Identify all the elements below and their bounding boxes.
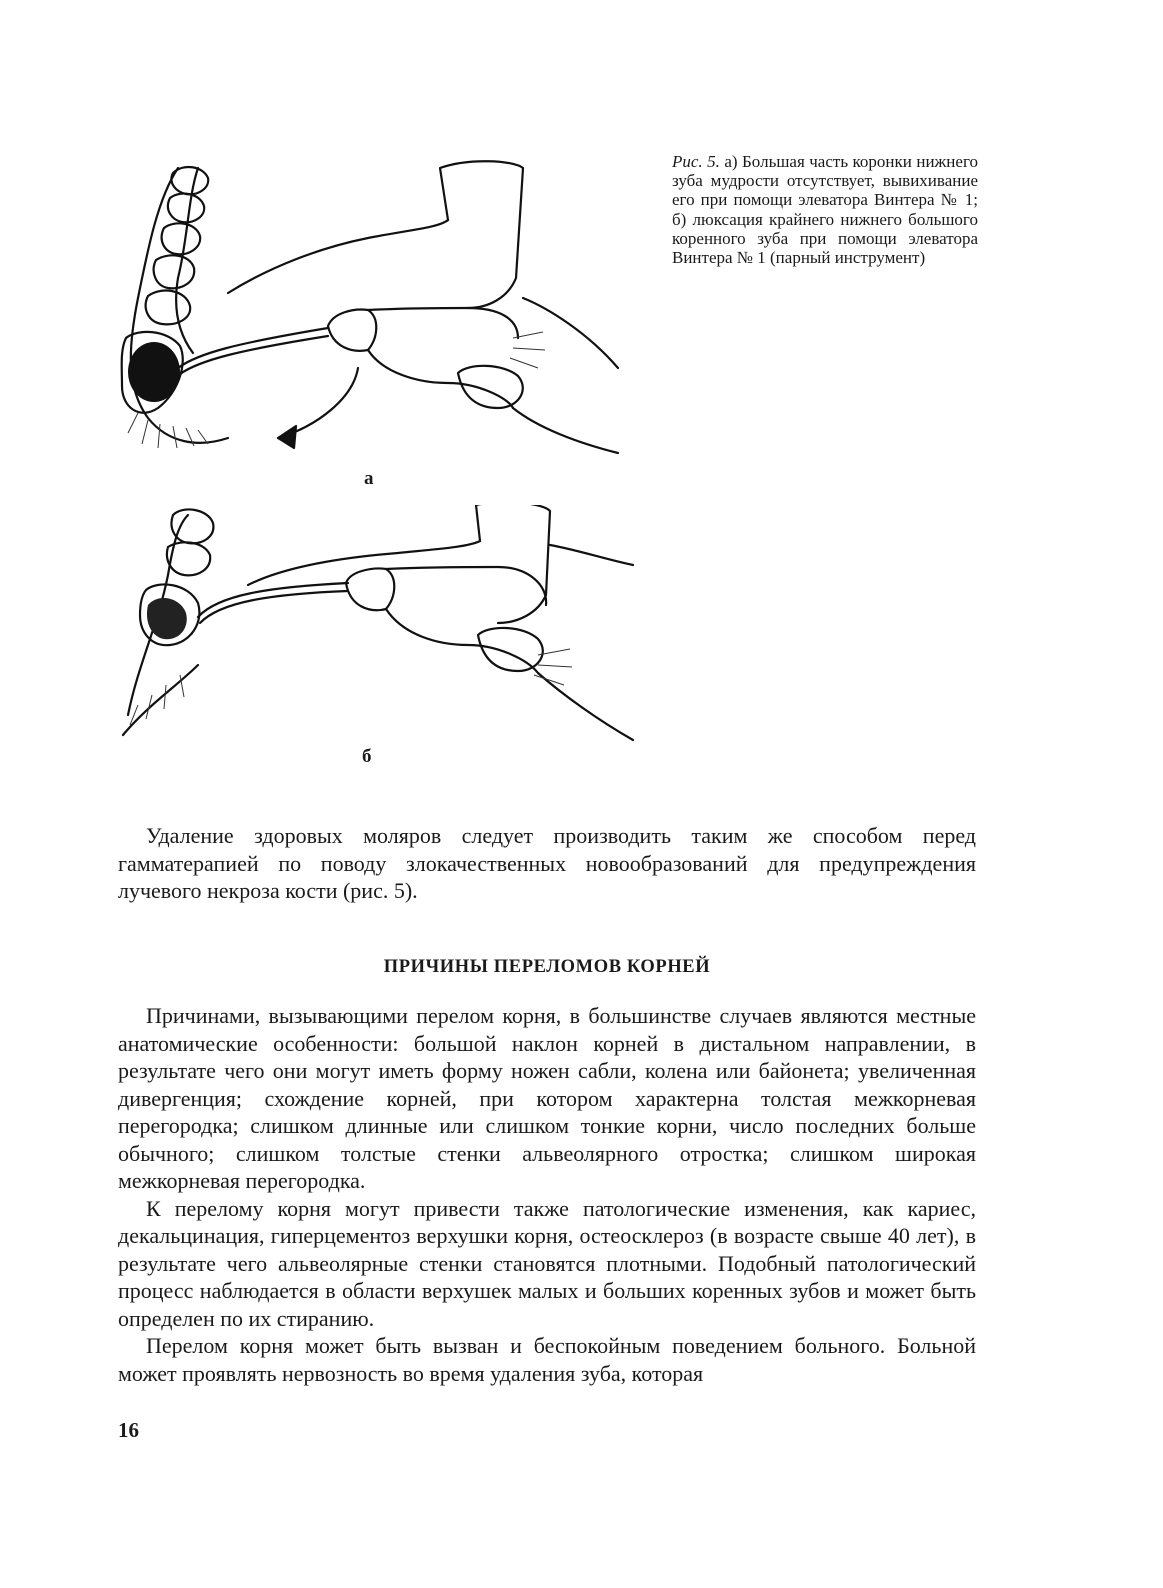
paragraph-3: Перелом корня может быть вызван и беспокойным поведением больного. Больной может проявлять нервозность во время удаления зуба, которая	[118, 1333, 976, 1386]
paragraph-2: К перелому корня могут привести также патологические изменения, как кариес, декальцинация, гиперцементоз верхушки корня, остеосклероз (в возрасте свыше 40 лет), в результате чего альвеолярные стенки становятся плотными. Подобный патологический процесс наблюдается в области верхушек малых и больших коренных зубов и может быть определен по их стиранию.	[118, 1195, 976, 1331]
section-body	[118, 1002, 976, 1387]
figure-label-b: б	[362, 746, 372, 767]
dental-extraction-drawing-a	[118, 158, 638, 458]
figure-label-a: а	[364, 468, 374, 489]
figure-caption	[672, 152, 978, 267]
dental-extraction-drawing-b	[118, 505, 638, 750]
caption-title: Рис. 5.	[672, 152, 720, 171]
intro-text	[118, 822, 976, 905]
figure-b-illustration	[118, 505, 638, 750]
figure-a-illustration	[118, 158, 638, 458]
page-number: 16	[118, 1418, 139, 1442]
paragraph-1: Причинами, вызывающими перелом корня, в большинстве случаев являются местные анатомические особенности: большой наклон корней в дистальном направлении, в результате чего они могут иметь форму ножен сабли, колена или байонета; увеличенная дивергенция; схождение корней, при котором характерна толстая межкорневая перегородка; слишком длинные или слишком тонкие корни, число последних больше обычного; слишком толстые стенки альвеолярного отростка; слишком широкая межкорневая перегородка.	[118, 1003, 976, 1193]
section-heading: ПРИЧИНЫ ПЕРЕЛОМОВ КОРНЕЙ	[383, 957, 711, 977]
caption-text: а) Большая часть коронки нижнего зуба мудрости отсутствует, вывихивание его при помощи элеватора Винтера № 1; б) люксация крайнего нижнего большого коренного зуба при помощи элеватора Винтера № 1 (парный инструмент)	[672, 152, 978, 268]
intro-paragraph: Удаление здоровых моляров следует производить таким же способом перед гамматерапией по поводу злокачественных новообразований для предупреждения лучевого некроза кости (рис. 5).	[118, 823, 976, 903]
